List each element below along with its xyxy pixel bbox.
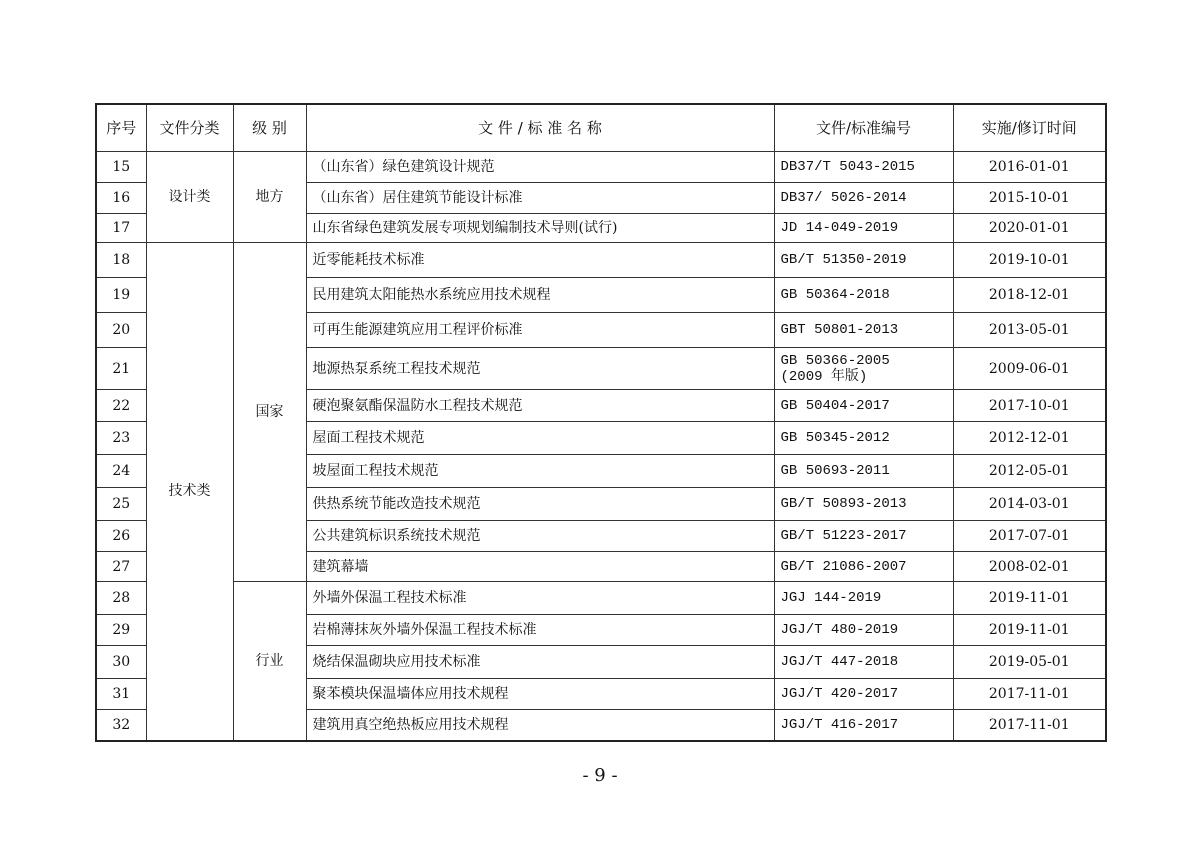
row-number: 28 [96,582,146,615]
standard-code [774,243,953,278]
standard-name: 供热系统节能改造技术规范 [306,488,774,521]
standard-code-text: GB/T 51350-2019 [780,252,907,268]
row-number: 32 [96,710,146,741]
standard-code [774,313,953,348]
standard-code [774,152,953,183]
standard-code-text: DB37/T 5043-2015 [780,159,915,175]
standard-code-text: GB 50693-2011 [780,463,890,479]
standard-code [774,521,953,552]
effective-date: 2017-11-01 [953,679,1106,710]
level-cell: 国家 [233,243,306,582]
standard-code-text: GB/T 51223-2017 [780,528,907,544]
standard-code-text: JGJ/T 416-2017 [780,716,899,733]
standard-code [774,422,953,455]
standard-code-text: JGJ/T 420-2017 [780,686,899,702]
standard-code-text: JGJ/T 447-2018 [780,654,899,670]
standard-code-text: DB37/ 5026-2014 [780,190,907,206]
page-number: - 9 - [582,765,618,786]
header-no: 序号 [96,104,146,152]
standard-code [774,679,953,710]
standard-code-text: JGJ/T 480-2019 [780,622,899,638]
standard-name: 公共建筑标识系统技术规范 [306,521,774,552]
standard-code-text: GBT 50801-2013 [780,322,899,338]
table-row [96,582,1106,615]
standard-name: 民用建筑太阳能热水系统应用技术规程 [306,278,774,313]
effective-date: 2013-05-01 [953,313,1106,348]
standards-table [95,103,1107,742]
row-number: 27 [96,552,146,582]
row-number: 19 [96,278,146,313]
effective-date: 2008-02-01 [953,552,1106,582]
standard-code [774,455,953,488]
standard-code-text: GB/T 21086-2007 [780,558,907,575]
standard-code [774,390,953,422]
row-number: 25 [96,488,146,521]
standard-code-text: GB 50345-2012 [780,430,890,446]
standard-code-text: JD 14-049-2019 [780,220,899,236]
effective-date: 2019-11-01 [953,615,1106,646]
effective-date: 2014-03-01 [953,488,1106,521]
effective-date: 2009-06-01 [953,348,1106,390]
standard-name: 聚苯模块保温墙体应用技术规程 [306,679,774,710]
row-number: 26 [96,521,146,552]
standard-code-text: GB/T 50893-2013 [780,496,907,512]
row-number: 16 [96,183,146,214]
standard-name: 坡屋面工程技术规范 [306,455,774,488]
standard-name: （山东省）绿色建筑设计规范 [306,152,774,183]
standard-code-text: GB 50404-2017 [780,397,890,414]
effective-date: 2019-05-01 [953,646,1106,679]
standard-code [774,348,953,390]
row-number: 24 [96,455,146,488]
standard-code-text: GB 50364-2018 [780,287,890,303]
standard-name: 建筑幕墙 [306,552,774,582]
row-number: 21 [96,348,146,390]
header-code: 文件/标准编号 [774,104,953,152]
standard-code [774,710,953,741]
standard-name: 岩棉薄抹灰外墙外保温工程技术标准 [306,615,774,646]
effective-date: 2017-11-01 [953,710,1106,741]
effective-date: 2012-05-01 [953,455,1106,488]
row-number: 31 [96,679,146,710]
effective-date: 2019-11-01 [953,582,1106,615]
standard-code [774,615,953,646]
row-number: 22 [96,390,146,422]
standard-code [774,646,953,679]
standard-name: 外墙外保温工程技术标准 [306,582,774,615]
effective-date: 2020-01-01 [953,214,1106,243]
category-cell: 技术类 [146,243,233,741]
standard-name: 烧结保温砌块应用技术标准 [306,646,774,679]
standard-code [774,552,953,582]
header-date: 实施/修订时间 [953,104,1106,152]
effective-date: 2017-07-01 [953,521,1106,552]
standard-name: 建筑用真空绝热板应用技术规程 [306,710,774,741]
row-number: 18 [96,243,146,278]
header-name: 文 件 / 标 准 名 称 [306,104,774,152]
standard-name: 硬泡聚氨酯保温防水工程技术规范 [306,390,774,422]
table-row [96,243,1106,278]
row-number: 23 [96,422,146,455]
standard-code-edition: (2009 年版) [780,368,868,385]
standard-code-text: JGJ 144-2019 [780,590,882,606]
standard-code-text: GB 50366-2005 [780,352,890,369]
table-row [96,152,1106,183]
standard-name: 近零能耗技术标准 [306,243,774,278]
level-cell: 行业 [233,582,306,741]
header-category: 文件分类 [146,104,233,152]
row-number: 15 [96,152,146,183]
effective-date: 2016-01-01 [953,152,1106,183]
effective-date: 2019-10-01 [953,243,1106,278]
effective-date: 2017-10-01 [953,390,1106,422]
effective-date: 2015-10-01 [953,183,1106,214]
effective-date: 2018-12-01 [953,278,1106,313]
standard-code [774,183,953,214]
standard-code [774,278,953,313]
header-level: 级 别 [233,104,306,152]
effective-date: 2012-12-01 [953,422,1106,455]
standard-name: 可再生能源建筑应用工程评价标准 [306,313,774,348]
standard-code [774,488,953,521]
row-number: 29 [96,615,146,646]
category-cell: 设计类 [146,152,233,243]
standard-name: 屋面工程技术规范 [306,422,774,455]
standard-name: （山东省）居住建筑节能设计标准 [306,183,774,214]
level-cell: 地方 [233,152,306,243]
table-header-row [96,104,1106,152]
row-number: 20 [96,313,146,348]
standard-name: 地源热泵系统工程技术规范 [306,348,774,390]
standard-name: 山东省绿色建筑发展专项规划编制技术导则(试行) [306,214,774,243]
standard-code [774,214,953,243]
standard-code [774,582,953,615]
row-number: 17 [96,214,146,243]
row-number: 30 [96,646,146,679]
